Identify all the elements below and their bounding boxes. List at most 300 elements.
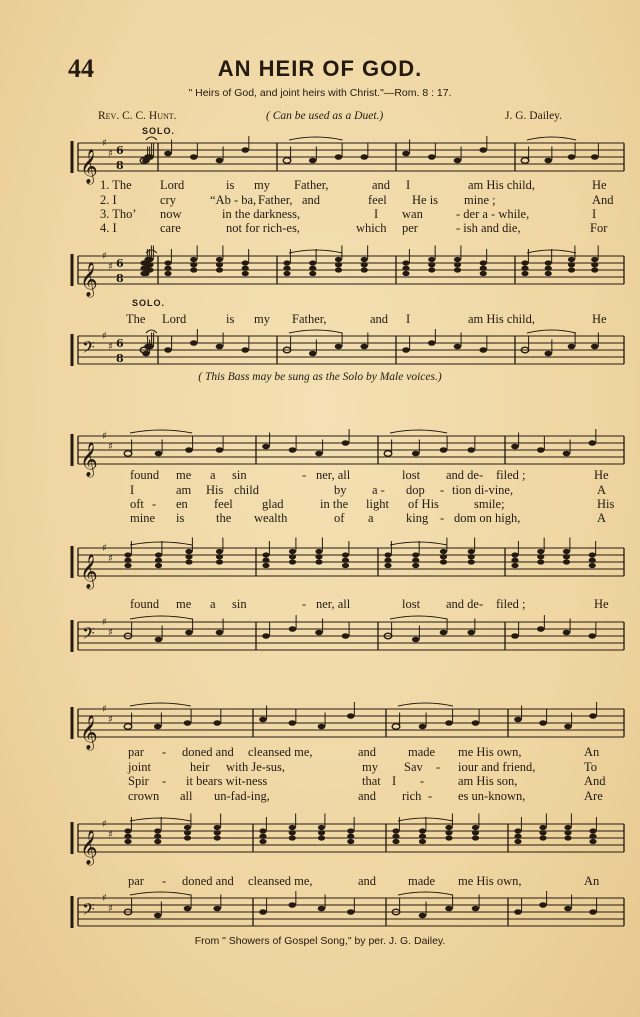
quarter-note <box>440 447 448 453</box>
chord-note <box>190 257 197 262</box>
lyric-syllable: sin <box>232 468 247 482</box>
chord-note <box>480 266 487 271</box>
lyric-syllable: a <box>210 597 216 611</box>
chord-note <box>154 834 161 839</box>
quarter-note <box>315 630 323 636</box>
chord-note <box>402 266 409 271</box>
chord-note <box>289 830 296 835</box>
chord-note <box>521 266 528 271</box>
chord-note <box>216 559 223 564</box>
quarter-note <box>216 447 224 453</box>
sharp-icon: ♯ <box>108 553 113 565</box>
quarter-note <box>154 724 162 730</box>
chord-note <box>342 552 349 557</box>
chord-note <box>564 835 571 840</box>
lyric-syllable: And <box>584 774 606 788</box>
chord-note <box>214 830 221 835</box>
lyric-syllable: rich <box>402 789 422 803</box>
verse-4-line-2 <box>0 511 640 525</box>
chord-note <box>124 839 131 844</box>
lyric-syllable: 2. I <box>100 193 117 207</box>
lyric-syllable: made <box>408 874 436 888</box>
lyric-syllable: my <box>254 312 270 326</box>
lyric-syllable: es un-known, <box>458 789 526 803</box>
verse-1-line-2 <box>0 468 640 482</box>
quarter-note <box>472 906 480 912</box>
quarter-note <box>467 630 475 636</box>
chord-note <box>124 558 131 563</box>
tie-slur <box>390 542 447 545</box>
lyric-syllable: - <box>428 789 433 803</box>
chord-note <box>440 554 447 559</box>
chord-note <box>335 267 342 272</box>
chord-note <box>419 828 426 833</box>
lyric-syllable: me <box>176 597 192 611</box>
chord-note <box>164 260 171 265</box>
quarter-note <box>564 724 572 730</box>
chord-note <box>392 839 399 844</box>
tie-slur <box>146 137 157 140</box>
chord-note <box>511 563 518 568</box>
time-signature-bottom: 8 <box>116 351 124 365</box>
quarter-note <box>539 902 547 908</box>
solo-label-treble: SOLO. <box>142 126 176 136</box>
lyric-syllable: that <box>362 774 381 788</box>
verse-1-line-3 <box>0 745 640 759</box>
sharp-icon: ♯ <box>108 903 113 915</box>
lyric-syllable: par <box>128 874 144 888</box>
lyric-syllable: and <box>358 874 377 888</box>
chord-note <box>361 262 368 267</box>
lyric-syllable: a <box>368 511 374 525</box>
chord-note <box>190 262 197 267</box>
lyric-syllable: Father, <box>292 312 327 326</box>
lyric-syllable: - <box>162 745 167 759</box>
lyric-syllable: in the darkness, <box>222 207 301 221</box>
lyric-syllable: - <box>152 497 157 511</box>
quarter-note <box>412 637 420 643</box>
lyric-syllable: tion di-vine, <box>452 483 514 497</box>
tie-slur <box>130 818 191 821</box>
bass-lyrics-1 <box>0 312 640 326</box>
lyric-syllable: - <box>420 774 425 788</box>
chord-note <box>589 552 596 557</box>
lyric-syllable: am His son, <box>458 774 518 788</box>
chord-note <box>315 549 322 554</box>
quarter-note <box>479 147 487 153</box>
quarter-note <box>289 447 297 453</box>
quarter-note <box>568 344 576 350</box>
quarter-note <box>213 720 221 726</box>
lyric-syllable: I <box>592 207 597 221</box>
quarter-note <box>288 902 296 908</box>
time-signature-top: 6 <box>116 144 124 158</box>
quarter-note <box>588 440 596 446</box>
verse-3-line-1 <box>0 207 640 221</box>
chord-note <box>164 271 171 276</box>
quarter-note <box>445 720 453 726</box>
lyric-syllable: crown <box>128 789 160 803</box>
bass-staff-1 <box>0 330 640 370</box>
lyric-syllable: I <box>130 483 135 497</box>
chord-note <box>289 554 296 559</box>
sharp-icon: ♯ <box>108 148 113 160</box>
chord-note <box>342 558 349 563</box>
chord-note <box>289 549 296 554</box>
sharp-icon: ♯ <box>108 261 113 273</box>
lyric-syllable: He <box>594 597 609 611</box>
verse-4-line-3 <box>0 789 640 803</box>
chord-note <box>347 839 354 844</box>
lyric-syllable: 3. Tho’ <box>100 207 137 221</box>
chord-note <box>155 552 162 557</box>
chord-note <box>445 830 452 835</box>
bass-clef-icon: 𝄢 <box>82 623 95 647</box>
time-signature-bottom: 8 <box>116 271 124 285</box>
lyric-syllable: a <box>210 468 216 482</box>
chord-note <box>146 257 153 262</box>
chord-note <box>315 559 322 564</box>
lyric-syllable: and <box>372 178 391 192</box>
tie-slur <box>398 892 453 895</box>
chord-note <box>539 830 546 835</box>
lyric-syllable: and de- <box>446 597 484 611</box>
chord-note <box>514 834 521 839</box>
chord-note <box>289 559 296 564</box>
lyric-syllable: - <box>302 597 307 611</box>
lyric-syllable: a - <box>372 483 385 497</box>
lyric-syllable: glad <box>262 497 284 511</box>
half-note <box>384 451 392 457</box>
quarter-note <box>360 154 368 160</box>
lyric-syllable: my <box>362 760 378 774</box>
half-note <box>392 724 400 730</box>
quarter-note <box>146 344 154 350</box>
chord-note <box>283 260 290 265</box>
lyric-syllable: For <box>590 221 608 235</box>
chord-note <box>309 260 316 265</box>
treble-clef-icon: 𝄞 <box>80 554 98 589</box>
sharp-icon: ♯ <box>108 627 113 639</box>
lyric-syllable: and <box>302 193 321 207</box>
chord-note <box>454 262 461 267</box>
treble-clef-icon: 𝄞 <box>80 442 98 477</box>
tie-slur <box>289 330 343 333</box>
chord-note <box>472 830 479 835</box>
chord-note <box>514 839 521 844</box>
lyric-syllable: it bears wit-ness <box>186 774 268 788</box>
chord-note <box>589 828 596 833</box>
lyric-syllable: care <box>160 221 181 235</box>
treble-clef-icon: 𝄞 <box>80 830 98 865</box>
lyric-syllable: oft <box>130 497 144 511</box>
lyric-syllable: cry <box>160 193 176 207</box>
lyric-syllable: of <box>334 511 345 525</box>
chord-note <box>440 549 447 554</box>
quarter-note <box>342 440 350 446</box>
quarter-note <box>563 451 571 457</box>
bass-lyrics-3 <box>0 874 640 888</box>
chord-note <box>342 563 349 568</box>
quarter-note <box>467 447 475 453</box>
chord-note <box>511 558 518 563</box>
sharp-icon: ♯ <box>102 431 107 442</box>
chord-note <box>262 558 269 563</box>
treble-staff-3 <box>0 703 640 750</box>
lyric-syllable: sin <box>232 597 247 611</box>
chord-note <box>242 271 249 276</box>
lyric-syllable: dop <box>406 483 425 497</box>
lyric-syllable: par <box>128 745 144 759</box>
chord-note <box>184 835 191 840</box>
chord-note <box>146 267 153 272</box>
chord-note <box>384 552 391 557</box>
chord-note <box>468 549 475 554</box>
chord-note <box>392 834 399 839</box>
quarter-note <box>155 451 163 457</box>
sharp-icon: ♯ <box>102 331 107 342</box>
chord-note <box>289 825 296 830</box>
lyric-syllable: - <box>440 511 445 525</box>
chord-note <box>259 839 266 844</box>
sharp-icon: ♯ <box>102 138 107 149</box>
quarter-note <box>318 906 326 912</box>
lyric-syllable: He <box>594 468 609 482</box>
lyric-syllable: lost <box>402 597 421 611</box>
tie-slur <box>398 703 453 706</box>
lyric-syllable: doned and <box>182 745 234 759</box>
chord-note <box>283 271 290 276</box>
quarter-note <box>440 630 448 636</box>
tie-slur <box>390 616 447 619</box>
lyric-syllable: 1. The <box>100 178 132 192</box>
bass-staff-3 <box>0 892 640 932</box>
quarter-note <box>190 154 198 160</box>
chord-note <box>283 266 290 271</box>
time-signature-top: 6 <box>116 257 124 271</box>
tie-slur <box>130 892 191 895</box>
bass-clef-icon: 𝄢 <box>82 899 95 923</box>
lyric-syllable: Are <box>584 789 603 803</box>
chord-note <box>124 834 131 839</box>
time-signature-bottom: 8 <box>116 158 124 172</box>
lyric-syllable: - <box>440 483 445 497</box>
performance-note: ( Can be used as a Duet.) <box>266 110 384 122</box>
sharp-icon: ♯ <box>102 251 107 262</box>
tie-slur <box>130 542 192 545</box>
lyric-syllable: is <box>176 511 185 525</box>
quarter-note <box>402 151 410 157</box>
chord-note <box>402 260 409 265</box>
tie-slur <box>130 616 192 619</box>
chord-note <box>445 835 452 840</box>
chord-note <box>309 266 316 271</box>
quarter-note <box>213 906 221 912</box>
chord-note <box>545 271 552 276</box>
quarter-note <box>589 909 597 915</box>
lyric-syllable: ner, all <box>316 597 351 611</box>
treble-clef-icon: 𝄞 <box>80 715 98 750</box>
lyric-syllable: - <box>162 774 167 788</box>
lyric-syllable: and <box>370 312 389 326</box>
chord-note <box>511 552 518 557</box>
chord-note <box>563 549 570 554</box>
chord-note <box>216 257 223 262</box>
chord-note <box>589 839 596 844</box>
sharp-icon: ♯ <box>108 714 113 726</box>
lyric-syllable: and <box>358 789 377 803</box>
lyric-syllable: He is <box>412 193 439 207</box>
lyric-syllable: He <box>592 178 607 192</box>
quarter-note <box>589 713 597 719</box>
lyric-syllable: found <box>130 597 160 611</box>
lyric-syllable: filed ; <box>496 468 526 482</box>
quarter-note <box>146 154 154 160</box>
tie-slur <box>527 137 576 140</box>
lyric-syllable: me <box>176 468 192 482</box>
lyric-syllable: king <box>406 511 429 525</box>
lyric-syllable: the <box>216 511 232 525</box>
chord-note <box>419 839 426 844</box>
chord-note <box>154 828 161 833</box>
tie-slur <box>130 430 192 433</box>
lyric-syllable: am His child, <box>468 312 536 326</box>
quarter-note <box>309 351 317 357</box>
chord-note <box>289 835 296 840</box>
quarter-note <box>347 713 355 719</box>
verse-2-line-2 <box>0 483 640 497</box>
quarter-note <box>216 344 224 350</box>
lyric-syllable: I <box>374 207 379 221</box>
chord-note <box>412 552 419 557</box>
quarter-note <box>537 447 545 453</box>
chord-note <box>539 825 546 830</box>
chord-note <box>563 554 570 559</box>
lyric-syllable: now <box>160 207 182 221</box>
sharp-icon: ♯ <box>108 441 113 453</box>
sharp-icon: ♯ <box>102 543 107 554</box>
lyric-syllable: of His <box>408 497 439 511</box>
chord-note <box>468 559 475 564</box>
lyric-syllable: doned and <box>182 874 234 888</box>
quarter-note <box>511 633 519 639</box>
chord-note <box>402 271 409 276</box>
chord-note <box>318 825 325 830</box>
quarter-note <box>262 633 270 639</box>
chord-note <box>155 563 162 568</box>
verse-4-line-1 <box>0 221 640 235</box>
quarter-note <box>568 154 576 160</box>
lyric-syllable: Lord <box>160 178 185 192</box>
lyric-syllable: An <box>584 745 600 759</box>
chord-note <box>154 839 161 844</box>
bass-clef-icon: 𝄢 <box>82 337 95 361</box>
lyric-syllable: The <box>126 312 146 326</box>
lyric-syllable: not for rich-es, <box>226 221 300 235</box>
lyric-syllable: child <box>234 483 259 497</box>
lyric-syllable: wan <box>402 207 423 221</box>
quarter-note <box>185 630 193 636</box>
chord-note <box>412 563 419 568</box>
lyric-syllable: Spir <box>128 774 149 788</box>
chord-note <box>361 257 368 262</box>
lyric-syllable: - <box>436 760 441 774</box>
quarter-note <box>588 633 596 639</box>
chord-note <box>521 260 528 265</box>
lyric-syllable: dom on high, <box>454 511 521 525</box>
quarter-note <box>514 717 522 723</box>
quarter-note <box>154 913 162 919</box>
quarter-note <box>539 720 547 726</box>
lyric-syllable: cleansed me, <box>248 745 313 759</box>
chord-note <box>184 830 191 835</box>
chord-note <box>262 552 269 557</box>
quarter-note <box>259 909 267 915</box>
lyric-syllable: and de- <box>446 468 484 482</box>
lyric-syllable: I <box>406 178 411 192</box>
chord-note <box>384 558 391 563</box>
chord-note <box>124 552 131 557</box>
chord-note <box>428 267 435 272</box>
lyric-syllable: am His child, <box>468 178 536 192</box>
lyric-syllable: me His own, <box>458 745 522 759</box>
chord-note <box>392 828 399 833</box>
chord-note <box>591 267 598 272</box>
quarter-note <box>288 720 296 726</box>
lyric-syllable: joint <box>128 760 151 774</box>
lyric-syllable: am <box>176 483 192 497</box>
chord-note <box>468 554 475 559</box>
tie-slur <box>289 137 343 140</box>
chord-note <box>568 257 575 262</box>
quarter-note <box>537 626 545 632</box>
chord-note <box>214 835 221 840</box>
chord-note <box>537 549 544 554</box>
lyric-syllable: my <box>254 178 270 192</box>
sharp-icon: ♯ <box>102 617 107 628</box>
chord-note <box>124 828 131 833</box>
chord-note <box>537 559 544 564</box>
chord-note <box>589 558 596 563</box>
lyric-syllable: is <box>226 178 235 192</box>
quarter-note <box>185 447 193 453</box>
half-note <box>283 158 291 164</box>
lyric-syllable: en <box>176 497 188 511</box>
lyric-syllable: smile; <box>474 497 505 511</box>
bass-note: ( This Bass may be sung as the Solo by Male voices.) <box>198 371 442 383</box>
lyric-syllable: - der a - while, <box>456 207 530 221</box>
quarter-note <box>262 444 270 450</box>
chord-note <box>472 835 479 840</box>
quarter-note <box>164 347 172 353</box>
quarter-note <box>184 906 192 912</box>
quarter-note <box>142 351 150 357</box>
verse-3-line-2 <box>0 497 640 511</box>
chord-note <box>568 267 575 272</box>
quarter-note <box>347 909 355 915</box>
lyric-syllable: heir <box>190 760 210 774</box>
chord-note <box>545 260 552 265</box>
chord-note <box>184 825 191 830</box>
lyric-syllable: feel <box>368 193 387 207</box>
quarter-note <box>419 913 427 919</box>
treble-clef-icon: 𝄞 <box>80 262 98 297</box>
chord-note <box>445 825 452 830</box>
sharp-icon: ♯ <box>102 893 107 904</box>
chord-note <box>309 271 316 276</box>
lyric-syllable: per <box>402 221 418 235</box>
quarter-note <box>454 158 462 164</box>
